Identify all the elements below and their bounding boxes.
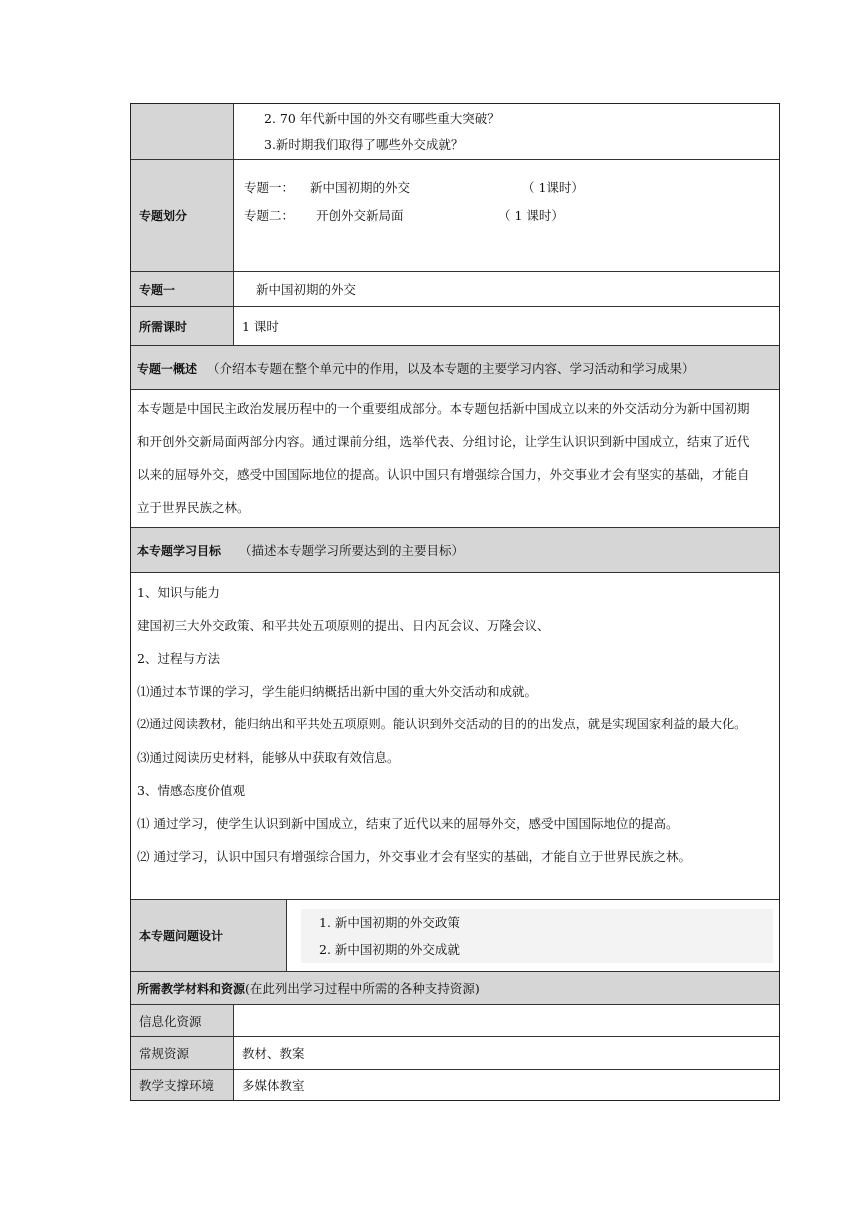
topic-one-row <box>131 272 779 307</box>
hours-label: 所需课时 <box>131 307 234 345</box>
questions-continued-cell <box>234 104 779 159</box>
resource-label-info: 信息化资源 <box>131 1005 234 1036</box>
topic-one-value: 新中国初期的外交 <box>256 282 357 297</box>
overview-line-4: 立于世界民族之林。 <box>137 500 250 515</box>
topic2-prefix: 专题二： <box>244 208 295 223</box>
question-item-2: 2. 新中国初期的外交成就 <box>319 941 460 957</box>
topic1-line <box>244 178 764 206</box>
topic-division-label: 专题划分 <box>131 160 234 271</box>
question-line-3: 3.新时期我们取得了哪些外交成就？ <box>264 136 464 152</box>
lesson-plan-table <box>130 103 780 1101</box>
question-design-cell <box>287 900 779 971</box>
topic2-hours: （ 1 课时） <box>498 208 564 223</box>
resource-row-regular <box>131 1037 779 1070</box>
goals-header-row <box>131 528 779 573</box>
topic1-prefix: 专题一： <box>244 180 295 195</box>
goals-label: 本专题学习目标 <box>137 544 222 558</box>
goals-line-2: 建国初三大外交政策、和平共处五项原则的提出、日内瓦会议、万隆会议、 <box>137 618 550 633</box>
question-line-2: 2. 70 年代新中国的外交有哪些重大突破？ <box>264 110 500 126</box>
resource-row-info <box>131 1005 779 1037</box>
goals-line-5: ⑵通过阅读教材，能归纳出和平共处五项原则。能认识到外交活动的目的的出发点，就是实现国家利益的最大化。 <box>137 717 747 731</box>
goals-line-3: 2、过程与方法 <box>137 651 220 666</box>
overview-body <box>131 390 779 528</box>
goals-body <box>131 573 779 900</box>
overview-line-1: 本专题是中国民主政治发展历程中的一个重要组成部分。本专题包括新中国成立以来的外交活动分为新中国初期 <box>137 401 750 416</box>
resource-value-environment: 多媒体教室 <box>242 1078 305 1093</box>
goals-line-9: ⑵ 通过学习，认识中国只有增强综合国力，外交事业才会有坚实的基础，才能自立于世界民族之林。 <box>137 849 691 864</box>
resources-header-row <box>131 972 779 1005</box>
resource-label-environment: 教学支撑环境 <box>131 1070 234 1100</box>
resource-row-environment <box>131 1070 779 1100</box>
resource-label-regular: 常规资源 <box>131 1037 234 1069</box>
topic1-name: 新中国初期的外交 <box>310 180 411 195</box>
empty-label-cell <box>131 104 234 159</box>
resource-value-regular: 教材、教案 <box>242 1046 305 1061</box>
question-item-1: 1. 新中国初期的外交政策 <box>319 914 460 930</box>
question-design-label: 本专题问题设计 <box>131 900 287 971</box>
overview-line-3: 以来的屈辱外交，感受中国国际地位的提高。认识中国只有增强综合国力，外交事业才会有坚实的基础，才能自 <box>137 467 750 482</box>
goals-line-7: 3、情感态度价值观 <box>137 783 245 798</box>
question-design-row <box>131 900 779 972</box>
hours-value: 1 课时 <box>242 319 279 334</box>
goals-line-8: ⑴ 通过学习，使学生认识到新中国成立，结束了近代以来的屈辱外交，感受中国国际地位的提高。 <box>137 816 679 831</box>
overview-line-2: 和开创外交新局面两部分内容。通过课前分组，选举代表、分组讨论，让学生认识识到新中国成立，结束了近代 <box>137 434 750 449</box>
overview-header-row <box>131 346 779 390</box>
goals-line-6: ⑶通过阅读历史材料，能够从中获取有效信息。 <box>137 750 400 765</box>
topic-one-label: 专题一 <box>131 272 234 306</box>
resources-title: 所需教学材料和资源 <box>137 982 246 996</box>
resources-hint: (在此列出学习过程中所需的各种支持资源) <box>245 981 480 996</box>
topic2-line <box>244 206 764 234</box>
questions-continued-row <box>131 104 779 160</box>
overview-label: 专题一概述 <box>137 361 198 376</box>
overview-hint: （介绍本专题在整个单元中的作用，以及本专题的主要学习内容、学习活动和学习成果） <box>207 360 695 376</box>
hours-row <box>131 307 779 346</box>
goals-line-1: 1、知识与能力 <box>137 585 220 600</box>
goals-hint: （描述本专题学习所要达到的主要目标） <box>239 543 465 558</box>
topic-division-row <box>131 160 779 272</box>
topic2-name: 开创外交新局面 <box>316 208 404 223</box>
topic-division-cell <box>234 160 779 271</box>
goals-line-4: ⑴通过本节课的学习，学生能归纳概括出新中国的重大外交活动和成就。 <box>137 684 538 699</box>
topic1-hours: （ 1课时） <box>522 180 584 195</box>
resource-value-info <box>234 1005 779 1036</box>
